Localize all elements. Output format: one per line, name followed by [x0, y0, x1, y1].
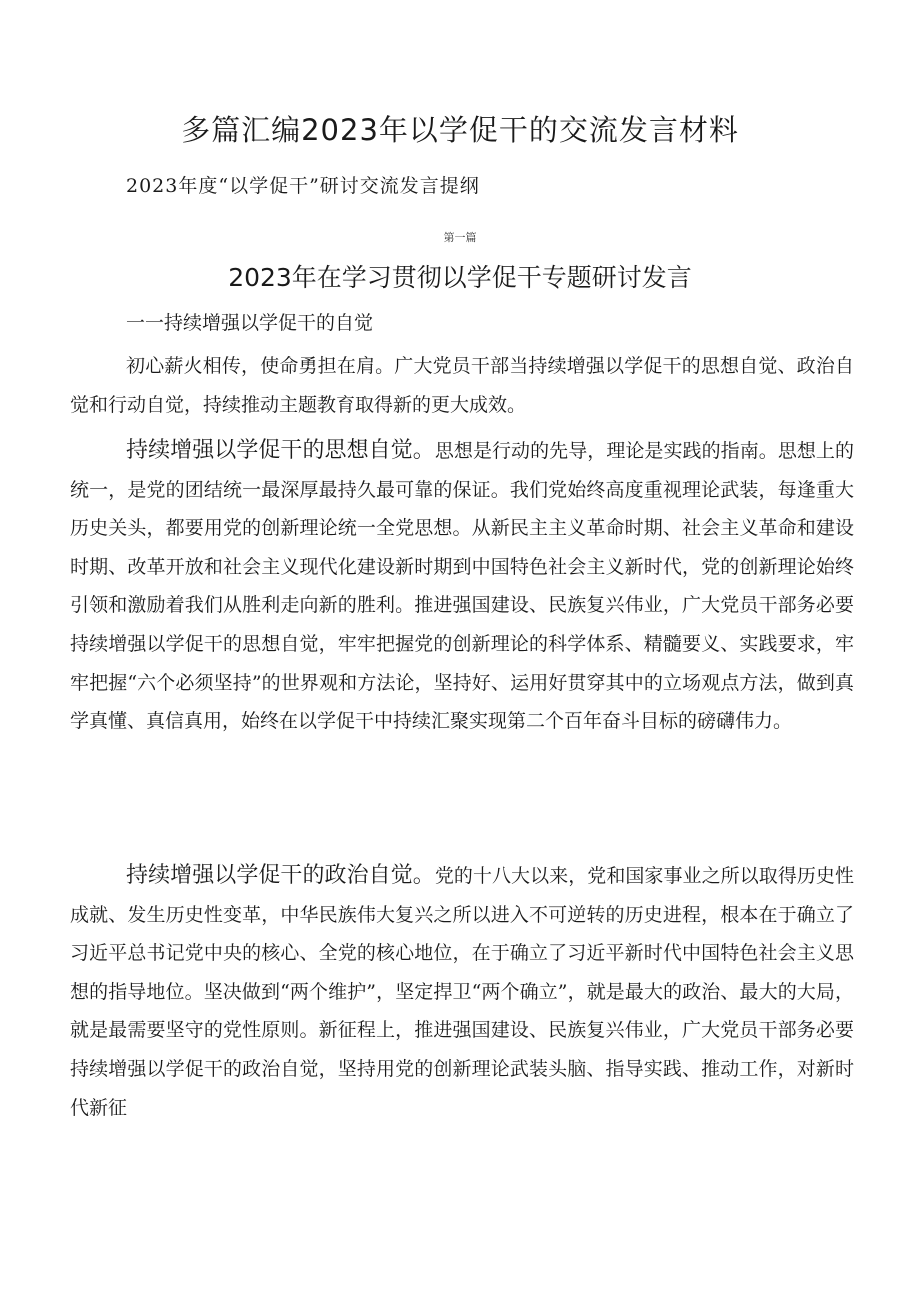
document-subtitle: 2023年度“以学促干”研讨交流发言提纲	[126, 175, 480, 197]
part-label: 第一篇	[443, 231, 477, 244]
paragraph-1	[70, 347, 854, 424]
paragraph-3	[70, 857, 854, 1127]
section-title: 2023年在学习贯彻以学促干专题研讨发言	[228, 263, 692, 292]
paragraph-2-text: 思想是行动的先导，理论是实践的指南。思想上的统一，是党的团结统一最深厚最持久最可靠的保证。我们党始终高度重视理论武装，每逢重大历史关头，都要用党的创新理论统一全党思想。从新民主主义革命时期、社会主义革命和建设时期、改革开放和社会主义现代化建设新时期到中国特色社会主义新时代，党的创新理论始终引领和激励着我们从胜利走向新的胜利。推进强国建设、民族复兴伟业，广大党员干部务必要持续增强以学促干的思想自觉，牢牢把握党的创新理论的科学体系、精髓要义、实践要求，牢牢把握“六个必须坚持”的世界观和方法论，坚持好、运用好贯穿其中的立场观点方法，做到真学真懂、真信真用，始终在以学促干中持续汇聚实现第二个百年奋斗目标的磅礴伟力。	[70, 440, 854, 733]
section-lead-line: 一一持续增强以学促干的自觉	[126, 312, 374, 334]
paragraph-3-text: 党的十八大以来，党和国家事业之所以取得历史性成就、发生历史性变革，中华民族伟大复兴之所以进入不可逆转的历史进程，根本在于确立了习近平总书记党中央的核心、全党的核心地位，在于确立了习近平新时代中国特色社会主义思想的指导地位。坚决做到“两个维护”，坚定捍卫“两个确立”，就是最大的政治、最大的大局，就是最需要坚守的党性原则。新征程上，推进强国建设、民族复兴伟业，广大党员干部务必要持续增强以学促干的政治自觉，坚持用党的创新理论武装头脑、指导实践、推动工作，对新时代新征	[70, 865, 854, 1119]
paragraph-2	[70, 432, 854, 741]
paragraph-1-text: 初心薪火相传，使命勇担在肩。广大党员干部当持续增强以学促干的思想自觉、政治自觉和行动自觉，持续推动主题教育取得新的更大成效。	[70, 355, 854, 416]
paragraph-3-lead: 持续增强以学促干的政治自觉。	[126, 863, 435, 888]
paragraph-2-lead: 持续增强以学促干的思想自觉。	[126, 438, 435, 463]
document-title: 多篇汇编2023年以学促干的交流发言材料	[181, 113, 739, 147]
